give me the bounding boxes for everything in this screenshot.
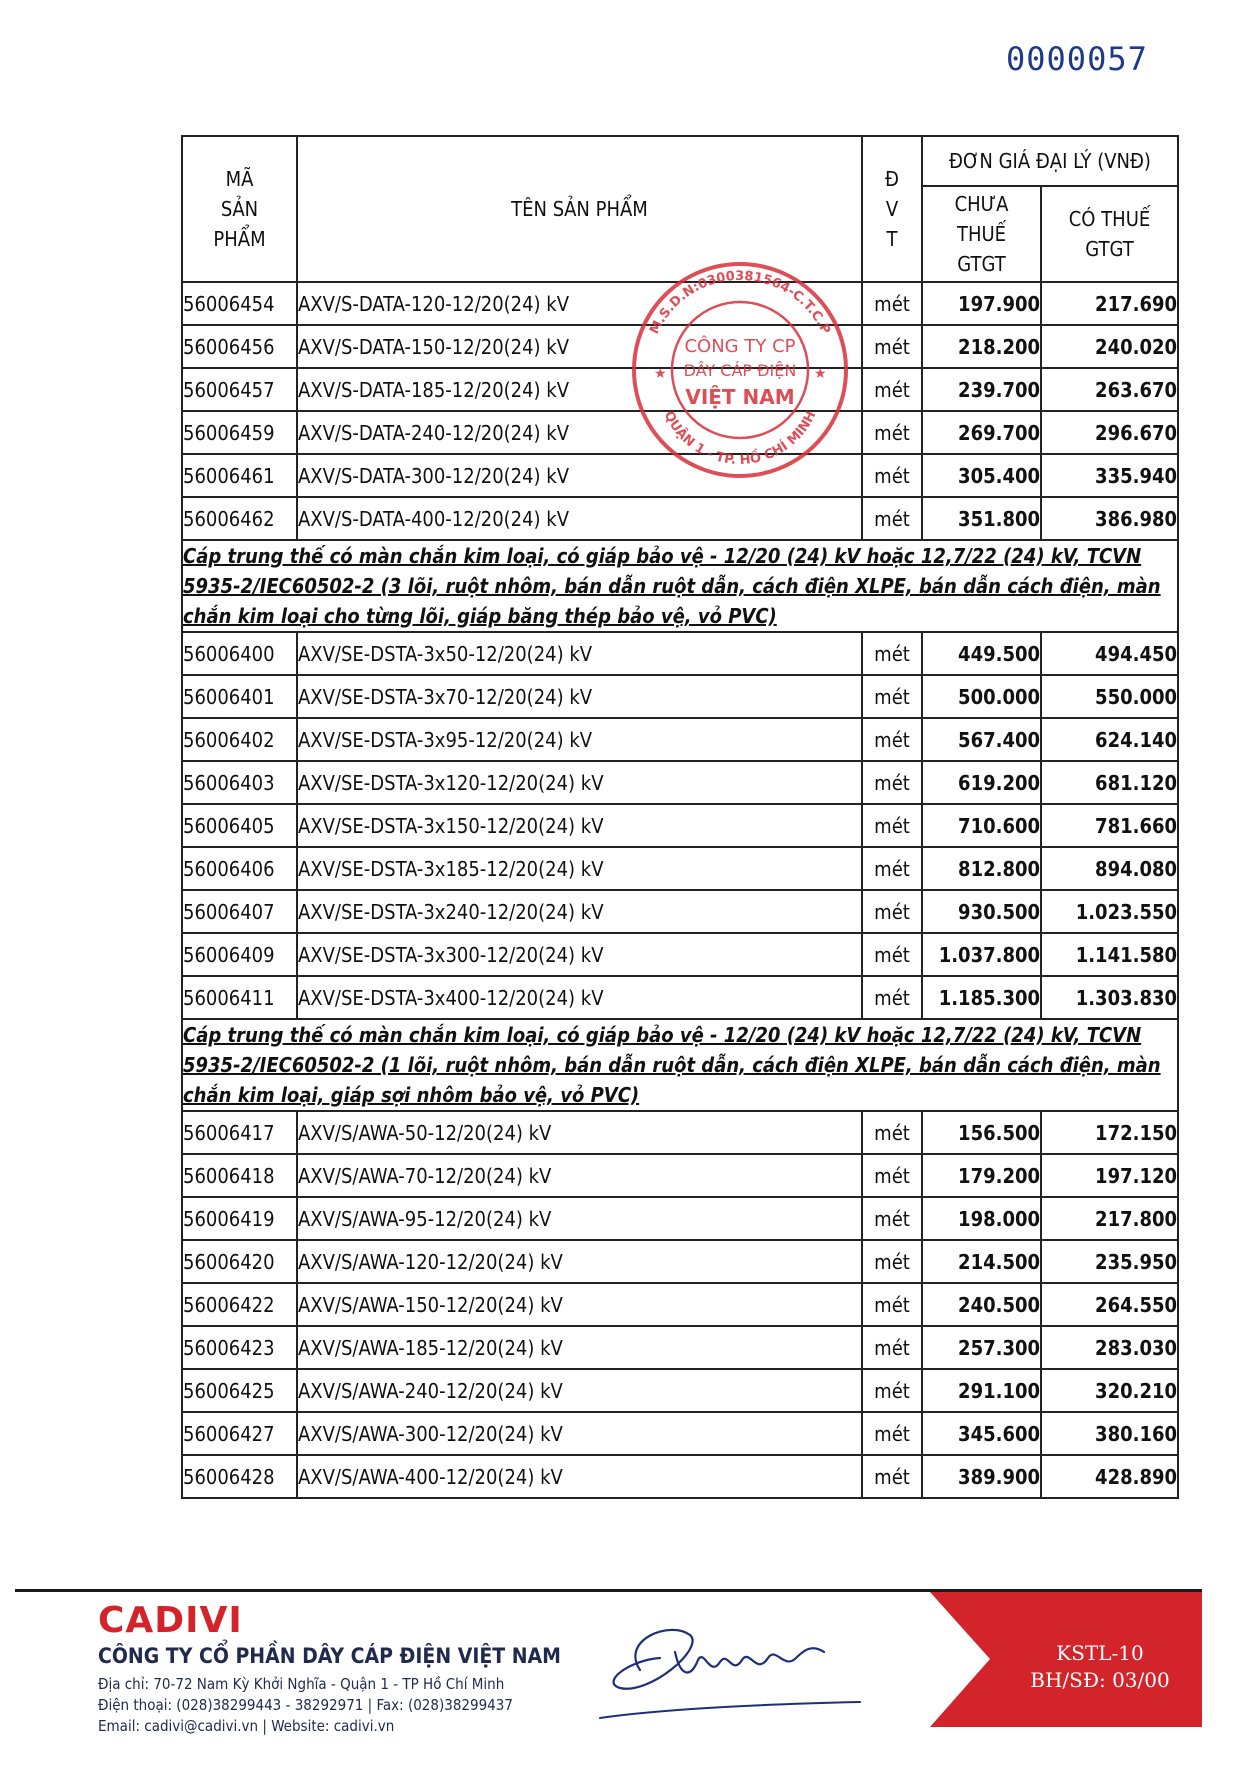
price-vat: 1.303.830 [1041,976,1178,1019]
unit: mét [862,933,922,976]
product-name: AXV/S/AWA-240-12/20(24) kV [297,1369,862,1412]
price-no-vat: 351.800 [922,497,1041,540]
price-vat: 1.023.550 [1041,890,1178,933]
company-email: Email: cadivi@cadivi.vn | Website: cadivi.vn [98,1717,395,1735]
price-vat: 296.670 [1041,411,1178,454]
product-code: 56006409 [182,933,297,976]
price-no-vat: 345.600 [922,1412,1041,1455]
price-no-vat: 1.185.300 [922,976,1041,1019]
price-no-vat: 198.000 [922,1197,1041,1240]
price-vat: 494.450 [1041,632,1178,675]
unit: mét [862,1369,922,1412]
svg-text:VIỆT NAM: VIỆT NAM [685,385,795,409]
handwritten-signature [580,1600,880,1720]
table-row [182,632,1178,675]
svg-text:★: ★ [654,366,667,382]
table-row [182,1154,1178,1197]
svg-text:M.S.D.N:0300381564-C.T.C.P: M.S.D.N:0300381564-C.T.C.P [647,268,833,337]
table-row [182,675,1178,718]
price-vat: 263.670 [1041,368,1178,411]
product-code: 56006456 [182,325,297,368]
price-vat: 428.890 [1041,1455,1178,1498]
unit: mét [862,497,922,540]
header-price-group: ĐƠN GIÁ ĐẠI LÝ (VNĐ) [922,136,1178,186]
table-row [182,282,1178,325]
product-code: 56006405 [182,804,297,847]
table-row [182,411,1178,454]
header-code: MÃ SẢN PHẨM [182,136,297,282]
cadivi-logo: CADIVI [98,1600,243,1641]
product-code: 56006425 [182,1369,297,1412]
price-no-vat: 179.200 [922,1154,1041,1197]
price-vat: 240.020 [1041,325,1178,368]
company-phone: Điện thoại: (028)38299443 - 38292971 | Fax: (028)38299437 [98,1696,513,1714]
unit: mét [862,632,922,675]
price-no-vat: 619.200 [922,761,1041,804]
product-name: AXV/SE-DSTA-3x70-12/20(24) kV [297,675,862,718]
product-code: 56006457 [182,368,297,411]
table-header [182,136,1178,282]
company-name: CÔNG TY CỔ PHẦN DÂY CÁP ĐIỆN VIỆT NAM [98,1644,561,1668]
price-vat: 335.940 [1041,454,1178,497]
unit: mét [862,1326,922,1369]
product-name: AXV/S/AWA-400-12/20(24) kV [297,1455,862,1498]
product-code: 56006402 [182,718,297,761]
price-no-vat: 197.900 [922,282,1041,325]
product-code: 56006401 [182,675,297,718]
unit: mét [862,847,922,890]
product-code: 56006422 [182,1283,297,1326]
table-row [182,497,1178,540]
unit: mét [862,890,922,933]
product-code: 56006411 [182,976,297,1019]
price-no-vat: 710.600 [922,804,1041,847]
table-row [182,1326,1178,1369]
header-unit: Đ V T [862,136,922,282]
product-name: AXV/SE-DSTA-3x240-12/20(24) kV [297,890,862,933]
header-price-vat: CÓ THUẾ GTGT [1041,186,1178,282]
product-name: AXV/SE-DSTA-3x150-12/20(24) kV [297,804,862,847]
price-vat: 197.120 [1041,1154,1178,1197]
product-code: 56006423 [182,1326,297,1369]
price-vat: 550.000 [1041,675,1178,718]
product-name: AXV/SE-DSTA-3x400-12/20(24) kV [297,976,862,1019]
product-name: AXV/S-DATA-400-12/20(24) kV [297,497,862,540]
table-row [182,454,1178,497]
table-row [182,1283,1178,1326]
header-name: TÊN SẢN PHẨM [297,136,862,282]
unit: mét [862,718,922,761]
product-code: 56006454 [182,282,297,325]
unit: mét [862,1283,922,1326]
product-code: 56006420 [182,1240,297,1283]
header-price-no-vat: CHƯA THUẾ GTGT [922,186,1041,282]
unit: mét [862,325,922,368]
product-name: AXV/SE-DSTA-3x300-12/20(24) kV [297,933,862,976]
product-name: AXV/S/AWA-95-12/20(24) kV [297,1197,862,1240]
svg-text:CÔNG TY CP: CÔNG TY CP [684,336,796,357]
product-code: 56006400 [182,632,297,675]
price-vat: 1.141.580 [1041,933,1178,976]
svg-text:DÂY CÁP ĐIỆN: DÂY CÁP ĐIỆN [683,361,797,380]
price-vat: 781.660 [1041,804,1178,847]
price-vat: 386.980 [1041,497,1178,540]
group-heading-c-section [182,1019,1178,1111]
unit: mét [862,368,922,411]
product-name: AXV/SE-DSTA-3x120-12/20(24) kV [297,761,862,804]
unit: mét [862,675,922,718]
product-name: AXV/SE-DSTA-3x95-12/20(24) kV [297,718,862,761]
price-no-vat: 218.200 [922,325,1041,368]
product-code: 56006428 [182,1455,297,1498]
price-no-vat: 257.300 [922,1326,1041,1369]
price-no-vat: 291.100 [922,1369,1041,1412]
price-vat: 264.550 [1041,1283,1178,1326]
product-code: 56006417 [182,1111,297,1154]
product-code: 56006427 [182,1412,297,1455]
product-name: AXV/S-DATA-185-12/20(24) kV [297,368,862,411]
price-no-vat: 389.900 [922,1455,1041,1498]
unit: mét [862,454,922,497]
table-row [182,1111,1178,1154]
product-name: AXV/S/AWA-185-12/20(24) kV [297,1326,862,1369]
product-code: 56006419 [182,1197,297,1240]
price-vat: 320.210 [1041,1369,1178,1412]
product-code: 56006462 [182,497,297,540]
price-no-vat: 269.700 [922,411,1041,454]
product-name: AXV/S-DATA-240-12/20(24) kV [297,411,862,454]
unit: mét [862,976,922,1019]
unit: mét [862,1412,922,1455]
unit: mét [862,761,922,804]
price-vat: 235.950 [1041,1240,1178,1283]
footer-chevron-shape [930,1592,990,1727]
svg-text:QUẬN 1 - TP. HỒ CHÍ MINH: QUẬN 1 - TP. HỒ CHÍ MINH [660,408,820,469]
product-code: 56006403 [182,761,297,804]
table-row [182,761,1178,804]
price-vat: 172.150 [1041,1111,1178,1154]
price-vat: 217.690 [1041,282,1178,325]
price-no-vat: 240.500 [922,1283,1041,1326]
product-name: AXV/S/AWA-300-12/20(24) kV [297,1412,862,1455]
price-vat: 283.030 [1041,1326,1178,1369]
product-name: AXV/S-DATA-150-12/20(24) kV [297,325,862,368]
unit: mét [862,282,922,325]
price-no-vat: 214.500 [922,1240,1041,1283]
price-no-vat: 1.037.800 [922,933,1041,976]
unit: mét [862,411,922,454]
unit: mét [862,1154,922,1197]
company-address: Địa chỉ: 70-72 Nam Kỳ Khởi Nghĩa - Quận 1 - TP Hồ Chí Minh [98,1675,505,1693]
price-no-vat: 449.500 [922,632,1041,675]
price-vat: 894.080 [1041,847,1178,890]
table-row [182,933,1178,976]
group-heading-b-section [182,540,1178,632]
svg-text:★: ★ [814,366,827,382]
revision: BH/SĐ: 03/00 [1030,1668,1170,1692]
table-row [182,368,1178,411]
product-name: AXV/S/AWA-50-12/20(24) kV [297,1111,862,1154]
unit: mét [862,1197,922,1240]
unit: mét [862,1455,922,1498]
product-code: 56006407 [182,890,297,933]
table-row [182,890,1178,933]
table-body-section-c [182,1111,1178,1498]
table-row [182,976,1178,1019]
product-code: 56006459 [182,411,297,454]
product-code: 56006406 [182,847,297,890]
price-no-vat: 812.800 [922,847,1041,890]
product-name: AXV/S/AWA-120-12/20(24) kV [297,1240,862,1283]
table-body-section-b [182,632,1178,1019]
unit: mét [862,804,922,847]
group-heading-c: Cáp trung thế có màn chắn kim loại, có giáp bảo vệ - 12/20 (24) kV hoặc 12,7/22 (24) kV, TCVN 5935-2/IEC60502-2 (1 lõi, ruột nhôm, bán dẫn ruột dẫn, cách điện XLPE, bán dẫn cách điện, màn chắn kim loại, giáp sợi nhôm bảo vệ, vỏ PVC) [182,1019,1178,1111]
price-no-vat: 239.700 [922,368,1041,411]
product-name: AXV/SE-DSTA-3x185-12/20(24) kV [297,847,862,890]
price-no-vat: 500.000 [922,675,1041,718]
form-code: KSTL-10 [1056,1641,1144,1665]
table-row [182,1412,1178,1455]
product-name: AXV/S/AWA-70-12/20(24) kV [297,1154,862,1197]
price-no-vat: 156.500 [922,1111,1041,1154]
price-vat: 624.140 [1041,718,1178,761]
table-row [182,804,1178,847]
price-no-vat: 305.400 [922,454,1041,497]
price-no-vat: 567.400 [922,718,1041,761]
document-number: 0000057 [1006,40,1148,78]
price-no-vat: 930.500 [922,890,1041,933]
product-name: AXV/SE-DSTA-3x50-12/20(24) kV [297,632,862,675]
table-row [182,718,1178,761]
product-code: 56006461 [182,454,297,497]
table-row [182,325,1178,368]
price-vat: 681.120 [1041,761,1178,804]
table-row [182,1369,1178,1412]
table-row [182,1455,1178,1498]
form-code-block [1000,1640,1200,1694]
product-code: 56006418 [182,1154,297,1197]
unit: mét [862,1111,922,1154]
product-name: AXV/S-DATA-120-12/20(24) kV [297,282,862,325]
price-vat: 380.160 [1041,1412,1178,1455]
price-vat: 217.800 [1041,1197,1178,1240]
table-row [182,847,1178,890]
product-name: AXV/S-DATA-300-12/20(24) kV [297,454,862,497]
group-heading-b: Cáp trung thế có màn chắn kim loại, có giáp bảo vệ - 12/20 (24) kV hoặc 12,7/22 (24) kV, TCVN 5935-2/IEC60502-2 (3 lõi, ruột nhôm, bán dẫn ruột dẫn, cách điện XLPE, bán dẫn cách điện, màn chắn kim loại cho từng lõi, giáp băng thép bảo vệ, vỏ PVC) [182,540,1178,632]
product-name: AXV/S/AWA-150-12/20(24) kV [297,1283,862,1326]
table-row [182,1197,1178,1240]
table-body-section-a [182,282,1178,540]
price-table [181,135,1179,1499]
table-row [182,1240,1178,1283]
unit: mét [862,1240,922,1283]
